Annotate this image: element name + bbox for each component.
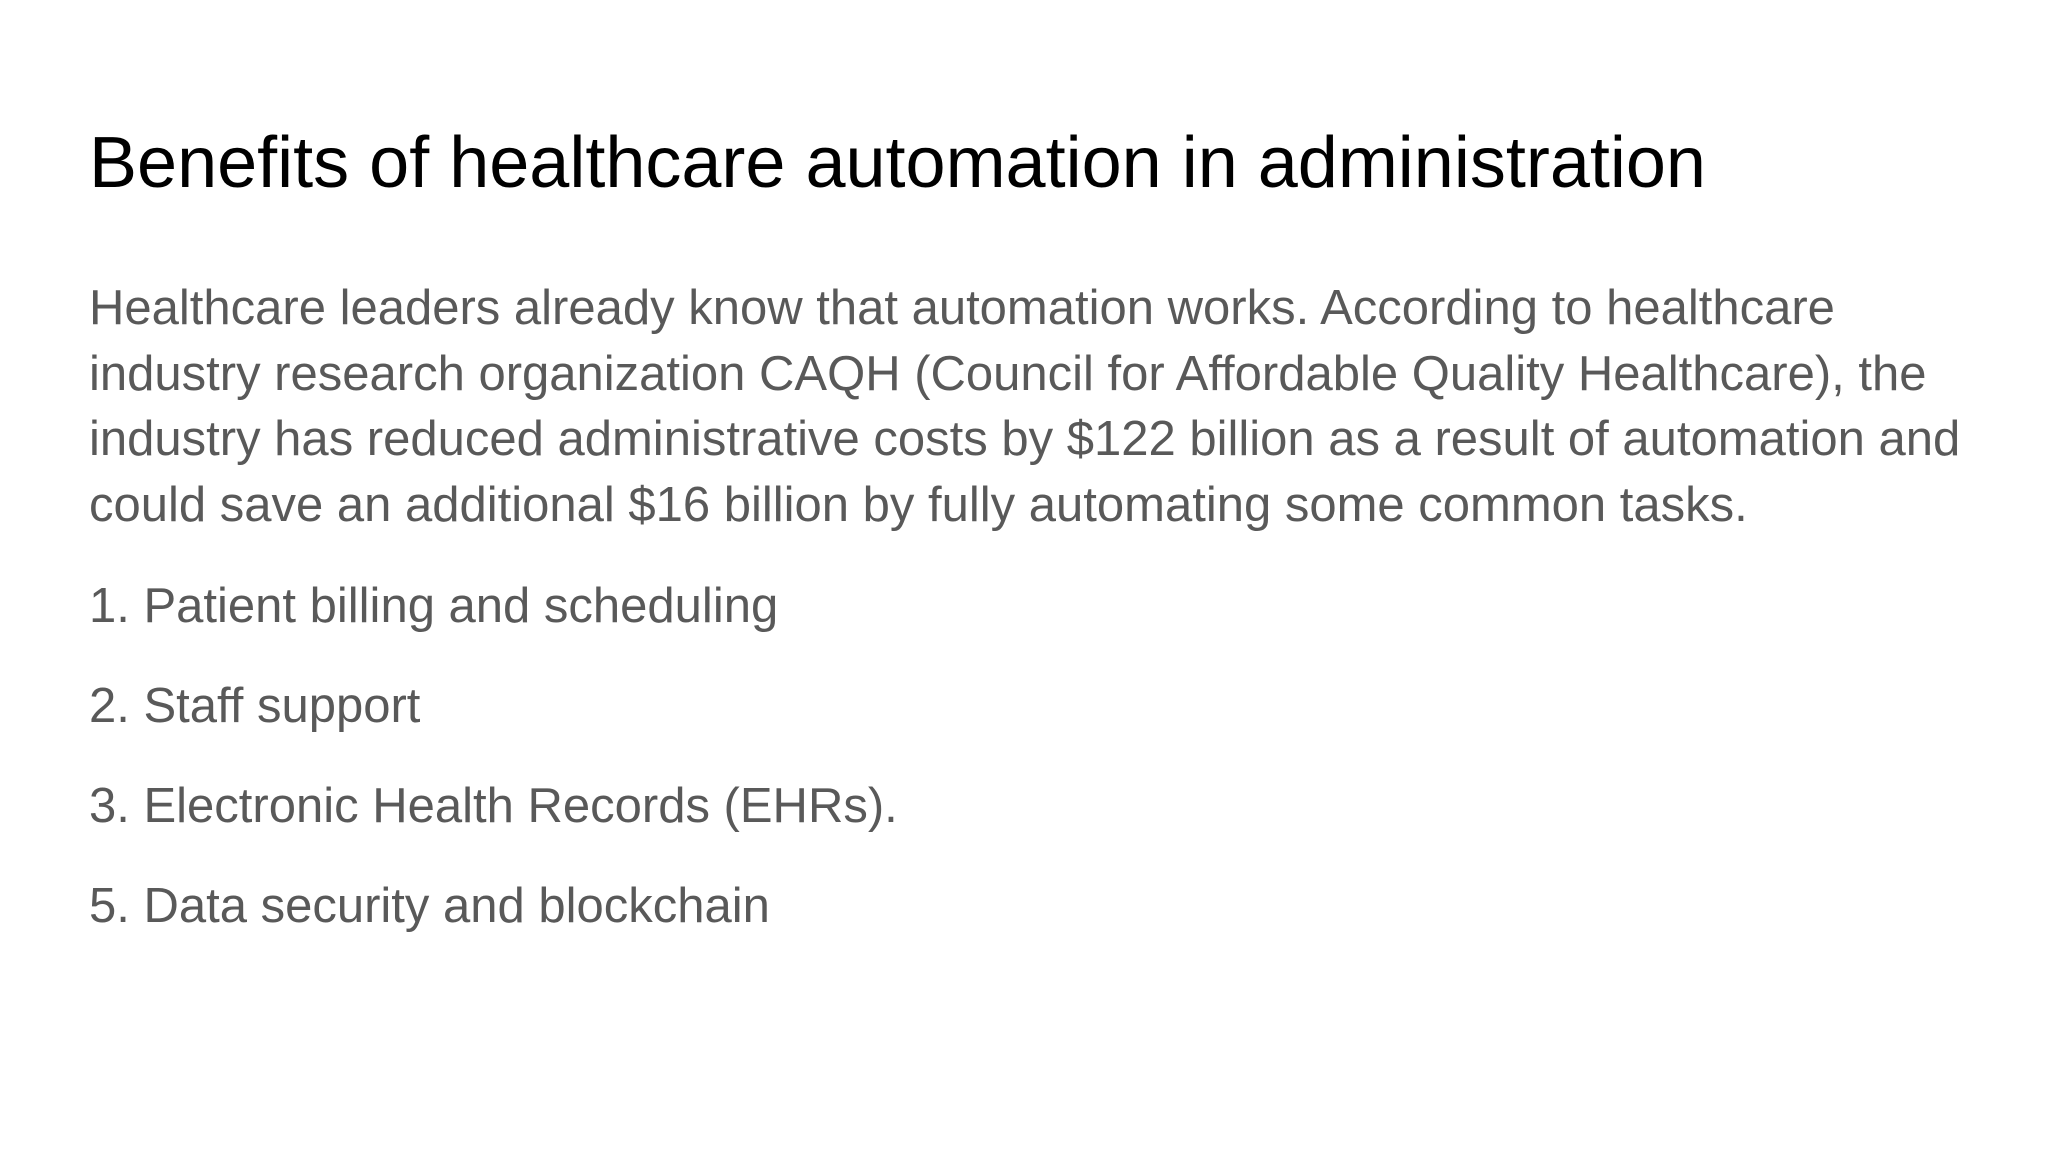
slide-body — [89, 276, 1969, 974]
intro-paragraph: Healthcare leaders already know that automation works. According to healthcare industry research organization CAQH (Council for Affordable Quality Healthcare), the industry has reduced administrative costs by $122 billion as a result of automation and could save an additional $16 billion by fully automating some common tasks. — [89, 281, 1961, 532]
benefit-item-ehr: 3. Electronic Health Records (EHRs). — [89, 779, 898, 833]
benefit-item-staff-support: 2. Staff support — [89, 679, 421, 733]
slide-title: Benefits of healthcare automation in administration — [89, 123, 1706, 203]
benefit-list — [89, 574, 1969, 939]
benefit-item-billing: 1. Patient billing and scheduling — [89, 579, 779, 633]
benefit-item-data-security: 5. Data security and blockchain — [89, 879, 770, 933]
